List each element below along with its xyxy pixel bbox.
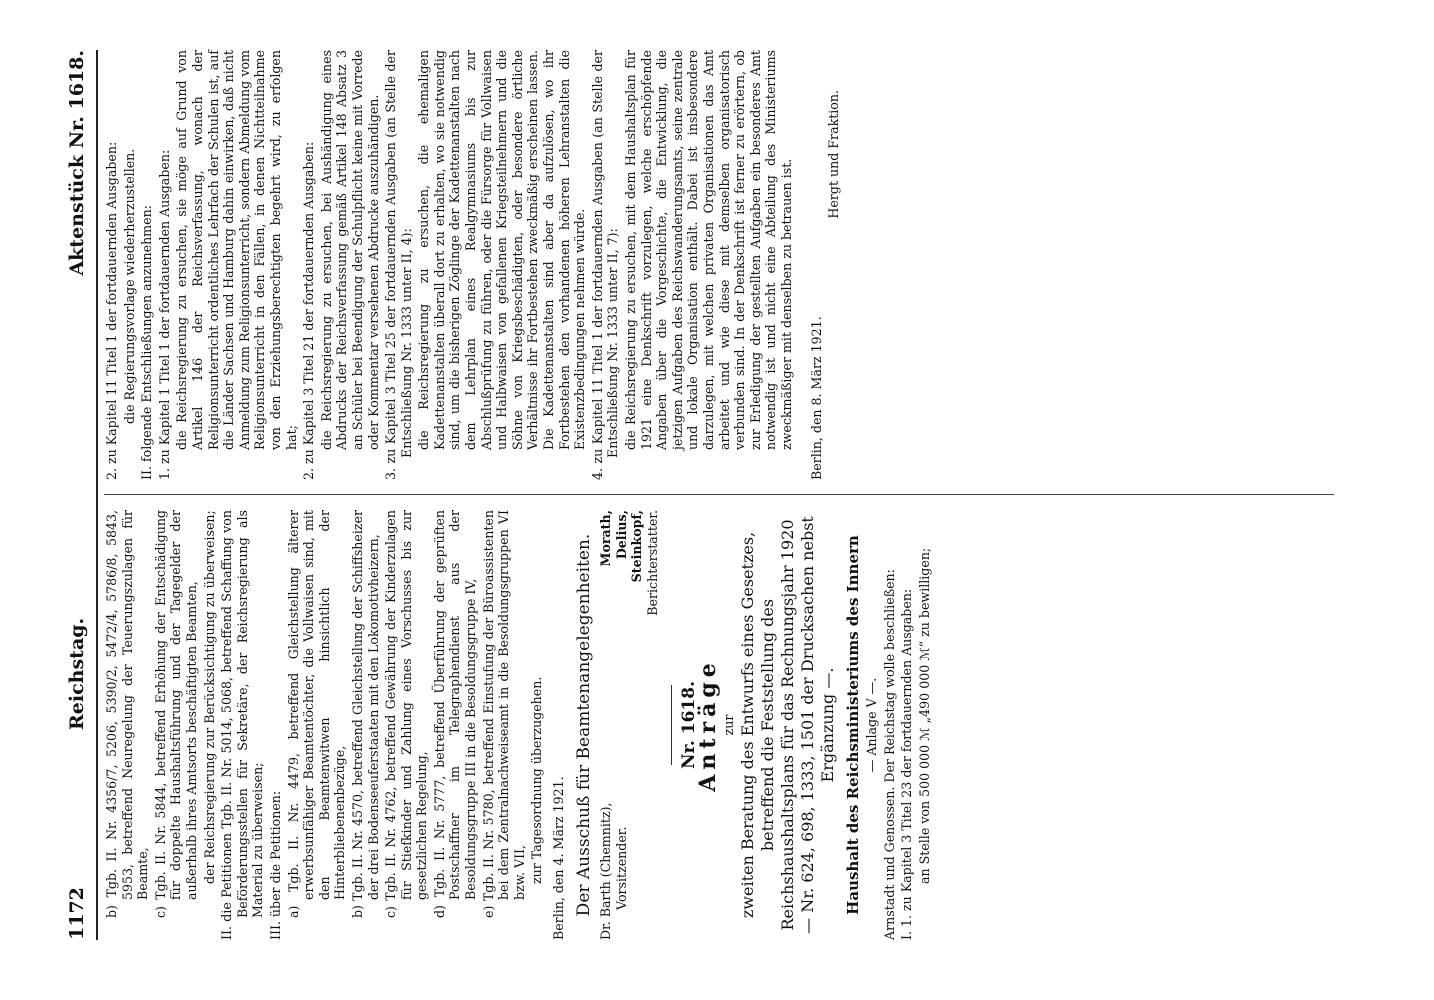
- item-III-b: b) Tgb. II. Nr. 4570, betreffend Gleichstellung der Schiffsheizer der drei Bodenseeuferstaaten mit den Lokomotivheizern,: [349, 510, 381, 918]
- chair-block: [598, 802, 660, 940]
- item-b: b) Tgb. II. Nr. 4356/7, 5206, 5390/2, 5472/4, 5786/8, 5843, 5953, betreffend Neuregelung der Teuerungszulagen für Beamte,: [104, 510, 151, 918]
- budget-heading: Haushalt des Reichsministeriums des Innern: [844, 535, 863, 915]
- item-II: II. die Petitionen Tgb. II. Nr. 5014, 5068, betreffend Schaffung von Beförderungsstellen für Sekretäre, der Reichsregierung als Material zu überweisen;: [219, 510, 266, 940]
- item-III-c: c) Tgb. II. Nr. 4762, betreffend Gewährung der Kinderzulagen für Stiefkinder und Zahlung eines Vorschusses bis zur gesetzlichen Regelung,: [383, 510, 430, 918]
- reporter-3: Steinkopf,: [629, 510, 645, 583]
- column-divider: [104, 494, 1334, 495]
- item-III-a: a) Tgb. II. Nr. 4479, betreffend Gleichstellung älterer erwerbsunfähiger Beamtentöchter, die Vollwaisen sind, mit den Beamtenwitwen hinsichtlich der Hinterbliebenenbezüge,: [285, 510, 348, 918]
- lead-text: zweiten Beratung des Entwurfs eines Gesetzes, betreffend die Feststellung des Reichshaushaltsplans für das Rechnungsjahr 1920 — Nr. 624, 698, 1333, 1501 der Drucksachen nebst Ergänzung —.: [738, 516, 838, 934]
- committee-title: Der Ausschuß für Beamtenangelegenheiten.: [573, 533, 594, 917]
- signature-block: [598, 510, 660, 940]
- chair-role: Vorsitzender.: [613, 826, 629, 910]
- reporter-2: Delius,: [613, 510, 629, 560]
- motion-2: 2. zu Kapitel 11 Titel 1 der fortdauernden Ausgaben:: [104, 141, 119, 480]
- committee-date: Berlin, den 4. März 1921.: [551, 776, 567, 940]
- resolution-2: 2. zu Kapitel 3 Titel 21 der fortdauernden Ausgaben:: [301, 141, 317, 480]
- motion-number: Nr. 1618.: [678, 681, 699, 770]
- reporters-role: Berichterstatter.: [645, 510, 660, 616]
- motion-I1-text: an Stelle von 500 000 ℳ „490 000 ℳ“ zu bewilligen;: [916, 547, 932, 884]
- resolution-4: 4. zu Kapitel 11 Titel 1 der fortdauernden Ausgaben (an Stelle der Entschließung Nr. 1333 unter II, 7):: [589, 50, 621, 480]
- zur-text: zur: [720, 714, 736, 736]
- reporters-block: [598, 510, 660, 616]
- resolution-3: 3. zu Kapitel 3 Titel 25 der fortdauernden Ausgaben (an Stelle der Entschließung Nr. 1333 unter II, 4):: [383, 50, 414, 480]
- chair-name: Dr. Barth (Chemnitz),: [598, 802, 614, 940]
- item-III-e: e) Tgb. II. Nr. 5780, betreffend Einstufung der Büroassistenten bei dem Zentralnachweiseamt in die Besoldungsgruppen VI bzw. VII,: [480, 510, 527, 918]
- final-signature: Hergt und Fraktion.: [826, 90, 842, 219]
- item-III: III. über die Petitionen:: [267, 790, 283, 940]
- motion-I1: I. 1. zu Kapitel 3 Titel 23 der fortdauernden Ausgaben:: [899, 588, 915, 940]
- resolution-1: 1. zu Kapitel 1 Titel 1 der fortdauernden Ausgaben:: [156, 149, 172, 480]
- item-c: c) Tgb. II. Nr. 5844, betreffend Erhöhung der Entschädigung für doppelte Haushaltsführung und der Tagegelder der außerhalb ihres Amtsorts beschäftigten Beamten,: [152, 510, 199, 918]
- header-right-title: Aktenstück Nr. 1618.: [66, 50, 88, 276]
- final-date: Berlin, den 8. März 1921.: [808, 316, 824, 480]
- separator-rule: [671, 685, 672, 765]
- motion-intro: Arnstadt und Genossen. Der Reichstag wolle beschließen:: [881, 569, 897, 940]
- motion-2-text: die Regierungsvorlage wiederherzustellen.: [121, 148, 137, 424]
- item-III-tail: zur Tagesordnung überzugehen.: [529, 676, 545, 884]
- resolution-4-text: die Reichsregierung zu ersuchen, mit dem Haushaltsplan für 1921 eine Denkschrift vorzulegen, welche erschöpfende Angaben über die Vorgeschichte, die Entwicklung, die jetzigen Aufgaben des Reichswanderungsamts, seine zentrale und lokale Organisation enthält. Dabei ist insbesondere darzulegen, mit welchen privaten Organisationen das Amt arbeitet und wie diese mit demselben organisatorisch verbunden sind. In der Denkschrift ist ferner zu erörtern, ob zur Erledigung der gestellten Aufgaben ein besonderes Amt notwendig ist und nicht eine Abteilung des Ministeriums zweckmäßiger mit denselben zu betrauen ist.: [623, 50, 794, 450]
- resolution-2-text: die Reichsregierung zu ersuchen, bei Aushändigung eines Abdrucks der Reichsverfassung gemäß Artikel 148 Absatz 3 an Schüler bei Beendigung der Schulpflicht keine mit Vorrede oder Kommentar versehenen Abdrucke auszuhändigen.: [318, 50, 381, 450]
- header-rule: [96, 50, 98, 940]
- right-column: [104, 50, 844, 480]
- resolutions-intro: II. folgende Entschließungen anzunehmen:: [139, 205, 155, 480]
- left-column: [104, 510, 934, 940]
- header-left-title: Reichstag.: [66, 617, 88, 730]
- page-number: 1172: [66, 887, 88, 940]
- page-header: [58, 50, 98, 940]
- reporter-1: Morath,: [598, 510, 614, 567]
- item-c-tail: der Reichsregierung zur Berücksichtigung zu überweisen;: [201, 510, 217, 884]
- anlage: — Anlage V —.: [863, 677, 879, 773]
- resolution-3-text: die Reichsregierung zu ersuchen, die ehemaligen Kadettenanstalten überall dort zu erhalten, wo sie notwendig sind, um die bisherigen Zöglinge der Kadettenanstalten nach dem Lehrplan eines Realgymnasiums bis zur Abschlußprüfung zu führen, oder die Fürsorge für Vollwaisen und Halbwaisen von gefallenen Kriegsteilnehmern und die Söhne von Kriegsbeschädigten, oder besondere örtliche Verhältnisse ihr Fortbestehen zweckmäßig erscheinen lassen. Die Kadettenanstalten sind aber da aufzulösen, wo ihr Fortbestehen den vorhandenen höheren Lehranstalten die Existenzbedingungen nehmen würde.: [416, 50, 588, 450]
- motions-heading: Anträge: [695, 658, 722, 792]
- item-III-d: d) Tgb. II. Nr. 5777, betreffend Überführung der geprüften Postschaffner im Telegraphendienst aus der Besoldungsgruppe III in die Besoldungsgruppe IV,: [431, 510, 479, 918]
- resolution-1-text: die Reichsregierung zu ersuchen, sie möge auf Grund von Artikel 146 der Reichsverfassung, wonach der Religionsunterricht ordentliches Lehrfach der Schulen ist, auf die Länder Sachsen und Hamburg dahin einwirken, daß nicht Anmeldung zum Religionsunterricht, sondern Abmeldung vom Religionsunterricht in den Fällen, in denen Nichtteilnahme von den Erziehungsberechtigten begehrt wird, zu erfolgen hat;: [174, 50, 299, 450]
